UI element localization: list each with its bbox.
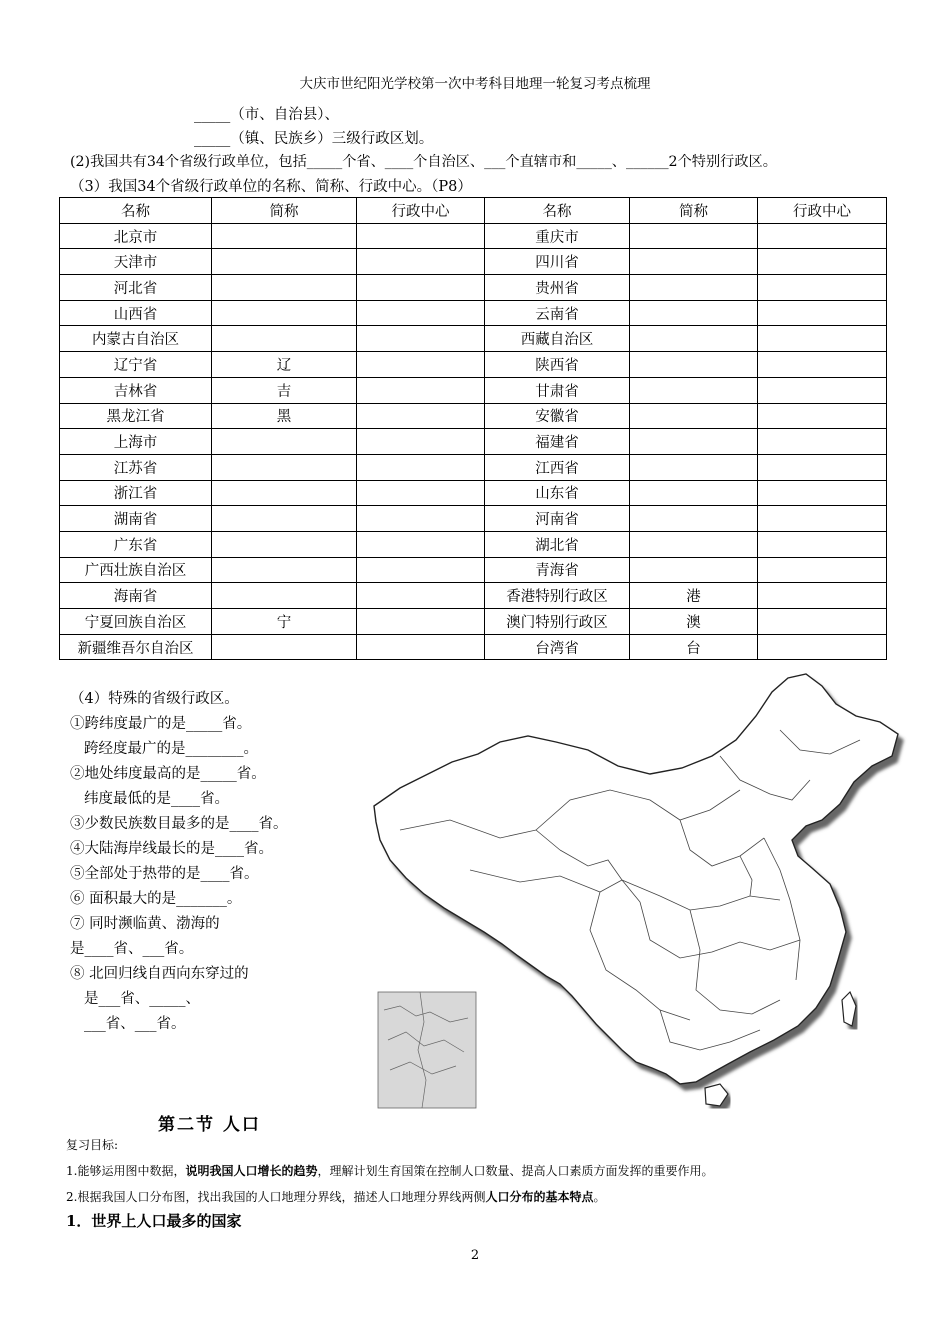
goal-1-text: 1.能够运用图中数据，: [66, 1164, 186, 1178]
header-name: 名称: [60, 198, 212, 224]
table-row: [60, 506, 887, 532]
cell-capital: [758, 506, 887, 532]
cell-capital: [758, 454, 887, 480]
cell-abbr: [630, 454, 758, 480]
cell-name: 陕西省: [485, 352, 630, 378]
cell-abbr: [630, 531, 758, 557]
cell-name: 广东省: [60, 531, 212, 557]
cell-capital: [357, 275, 485, 301]
cell-abbr: 黑: [212, 403, 357, 429]
table-row: [60, 275, 887, 301]
goal-2-text: 2.根据我国人口分布图，找出我国的人口地理分界线，描述人口地理分界线两侧: [66, 1190, 486, 1204]
cell-name: 内蒙古自治区: [60, 326, 212, 352]
cell-capital: [357, 326, 485, 352]
cell-capital: [357, 223, 485, 249]
cell-abbr: [630, 557, 758, 583]
cell-name: 山西省: [60, 300, 212, 326]
goal-2-text: 。: [593, 1190, 606, 1204]
cell-name: 河南省: [485, 506, 630, 532]
cell-name: 澳门特别行政区: [485, 609, 630, 635]
table-row: [60, 429, 887, 455]
page-number: 2: [470, 1248, 480, 1263]
cell-capital: [357, 249, 485, 275]
cell-name: 青海省: [485, 557, 630, 583]
cell-name: 甘肃省: [485, 377, 630, 403]
cell-capital: [758, 583, 887, 609]
special-item: ③少数民族数目最多的是____省。: [70, 816, 288, 832]
cell-abbr: [212, 275, 357, 301]
special-item: ⑥ 面积最大的是_______。: [70, 891, 242, 907]
cell-abbr: [630, 480, 758, 506]
heading-1: 1．世界上人口最多的国家: [66, 1212, 242, 1230]
cell-name: 台湾省: [485, 634, 630, 660]
special-item: 是___省、_____、: [84, 991, 200, 1007]
cell-abbr: [212, 454, 357, 480]
cell-abbr: [630, 275, 758, 301]
cell-abbr: 辽: [212, 352, 357, 378]
cell-name: 吉林省: [60, 377, 212, 403]
province-table: [59, 197, 887, 660]
cell-name: 安徽省: [485, 403, 630, 429]
cell-capital: [758, 403, 887, 429]
cell-abbr: [212, 249, 357, 275]
cell-capital: [357, 403, 485, 429]
cell-name: 香港特别行政区: [485, 583, 630, 609]
special-item: 纬度最低的是____省。: [84, 791, 229, 807]
cell-name: 浙江省: [60, 480, 212, 506]
special-item: ⑤全部处于热带的是____省。: [70, 866, 259, 882]
header-abbr: 简称: [212, 198, 357, 224]
cell-capital: [357, 300, 485, 326]
question-3: （3）我国34个省级行政单位的名称、简称、行政中心。（P8）: [70, 179, 472, 195]
cell-capital: [357, 377, 485, 403]
goal-2: [66, 1188, 605, 1205]
cell-capital: [357, 454, 485, 480]
special-item: 是____省、___省。: [70, 941, 194, 957]
header-capital: 行政中心: [758, 198, 887, 224]
cell-abbr: [212, 557, 357, 583]
cell-capital: [758, 249, 887, 275]
question-2: (2)我国共有34个省级行政单位，包括_____个省、____个自治区、___个直辖市和_____、______2个特别行政区。: [70, 154, 777, 170]
cell-abbr: [630, 506, 758, 532]
cell-name: 海南省: [60, 583, 212, 609]
table-row: [60, 326, 887, 352]
table-row: [60, 223, 887, 249]
cell-name: 北京市: [60, 223, 212, 249]
special-item: ⑦ 同时濒临黄、渤海的: [70, 916, 220, 932]
cell-name: 天津市: [60, 249, 212, 275]
cell-abbr: [212, 223, 357, 249]
cell-abbr: [630, 300, 758, 326]
table-row: [60, 609, 887, 635]
special-item: ⑧ 北回归线自西向东穿过的: [70, 966, 249, 982]
page-header: 大庆市世纪阳光学校第一次中考科目地理一轮复习考点梳理: [299, 76, 651, 92]
table-row: [60, 352, 887, 378]
table-row: [60, 377, 887, 403]
table-row: [60, 249, 887, 275]
cell-abbr: [630, 352, 758, 378]
cell-name: 福建省: [485, 429, 630, 455]
cell-abbr: 澳: [630, 609, 758, 635]
cell-name: 江西省: [485, 454, 630, 480]
cell-capital: [357, 609, 485, 635]
cell-name: 湖北省: [485, 531, 630, 557]
cell-capital: [357, 480, 485, 506]
cell-name: 黑龙江省: [60, 403, 212, 429]
special-item: ②地处纬度最高的是_____省。: [70, 766, 266, 782]
cell-capital: [758, 275, 887, 301]
table-row: [60, 403, 887, 429]
cell-abbr: [212, 531, 357, 557]
goal-1-text: ，理解计划生育国策在控制人口数量、提高人口素质方面发挥的重要作用。: [317, 1164, 714, 1178]
cell-capital: [758, 377, 887, 403]
cell-abbr: [212, 583, 357, 609]
cell-abbr: [212, 326, 357, 352]
cell-capital: [758, 557, 887, 583]
cell-name: 宁夏回族自治区: [60, 609, 212, 635]
table-row: [60, 454, 887, 480]
cell-name: 重庆市: [485, 223, 630, 249]
cell-capital: [758, 531, 887, 557]
cell-capital: [758, 609, 887, 635]
cell-abbr: 台: [630, 634, 758, 660]
cell-abbr: 宁: [212, 609, 357, 635]
cell-abbr: [212, 429, 357, 455]
cell-capital: [357, 506, 485, 532]
cell-name: 广西壮族自治区: [60, 557, 212, 583]
taiwan-outline: [842, 992, 856, 1026]
cell-abbr: [212, 480, 357, 506]
cell-capital: [357, 531, 485, 557]
admin-level-line-2: _____（镇、民族乡）三级行政区划。: [194, 131, 434, 147]
cell-name: 河北省: [60, 275, 212, 301]
header-capital: 行政中心: [357, 198, 485, 224]
cell-capital: [357, 557, 485, 583]
hainan-outline: [705, 1084, 728, 1106]
cell-name: 山东省: [485, 480, 630, 506]
table-row: [60, 300, 887, 326]
table-row: [60, 634, 887, 660]
goal-1-emphasis: 说明我国人口增长的趋势: [185, 1164, 318, 1178]
cell-name: 江苏省: [60, 454, 212, 480]
header-abbr: 简称: [630, 198, 758, 224]
special-title: （4）特殊的省级行政区。: [70, 691, 239, 707]
cell-name: 云南省: [485, 300, 630, 326]
cell-abbr: [212, 634, 357, 660]
cell-abbr: 港: [630, 583, 758, 609]
cell-name: 新疆维吾尔自治区: [60, 634, 212, 660]
cell-capital: [758, 352, 887, 378]
cell-name: 辽宁省: [60, 352, 212, 378]
cell-capital: [357, 583, 485, 609]
table-row: [60, 531, 887, 557]
cell-name: 贵州省: [485, 275, 630, 301]
goal-label: 复习目标:: [66, 1138, 119, 1152]
header-name: 名称: [485, 198, 630, 224]
cell-abbr: 吉: [212, 377, 357, 403]
cell-capital: [758, 223, 887, 249]
table-header-row: [60, 198, 887, 224]
table-row: [60, 557, 887, 583]
cell-capital: [357, 352, 485, 378]
cell-capital: [758, 326, 887, 352]
table-row: [60, 583, 887, 609]
china-province-map: [360, 670, 915, 1110]
cell-abbr: [630, 249, 758, 275]
special-item: ④大陆海岸线最长的是____省。: [70, 841, 273, 857]
cell-name: 湖南省: [60, 506, 212, 532]
cell-capital: [758, 300, 887, 326]
cell-capital: [758, 634, 887, 660]
cell-abbr: [630, 223, 758, 249]
cell-capital: [758, 480, 887, 506]
goal-1: [66, 1162, 713, 1179]
cell-abbr: [630, 429, 758, 455]
cell-capital: [758, 429, 887, 455]
cell-abbr: [630, 403, 758, 429]
section-title: 第二节 人口: [158, 1115, 261, 1135]
cell-name: 四川省: [485, 249, 630, 275]
cell-capital: [357, 634, 485, 660]
goal-2-emphasis: 人口分布的基本特点: [485, 1190, 594, 1204]
special-item: ①跨纬度最广的是_____省。: [70, 716, 252, 732]
cell-abbr: [630, 377, 758, 403]
admin-level-line-1: _____（市、自治县）、: [194, 107, 339, 123]
cell-name: 上海市: [60, 429, 212, 455]
special-item: ___省、___省。: [84, 1016, 186, 1032]
cell-name: 西藏自治区: [485, 326, 630, 352]
cell-abbr: [212, 506, 357, 532]
cell-abbr: [212, 300, 357, 326]
special-item: 跨经度最广的是________。: [84, 741, 258, 757]
cell-capital: [357, 429, 485, 455]
table-row: [60, 480, 887, 506]
cell-abbr: [630, 326, 758, 352]
